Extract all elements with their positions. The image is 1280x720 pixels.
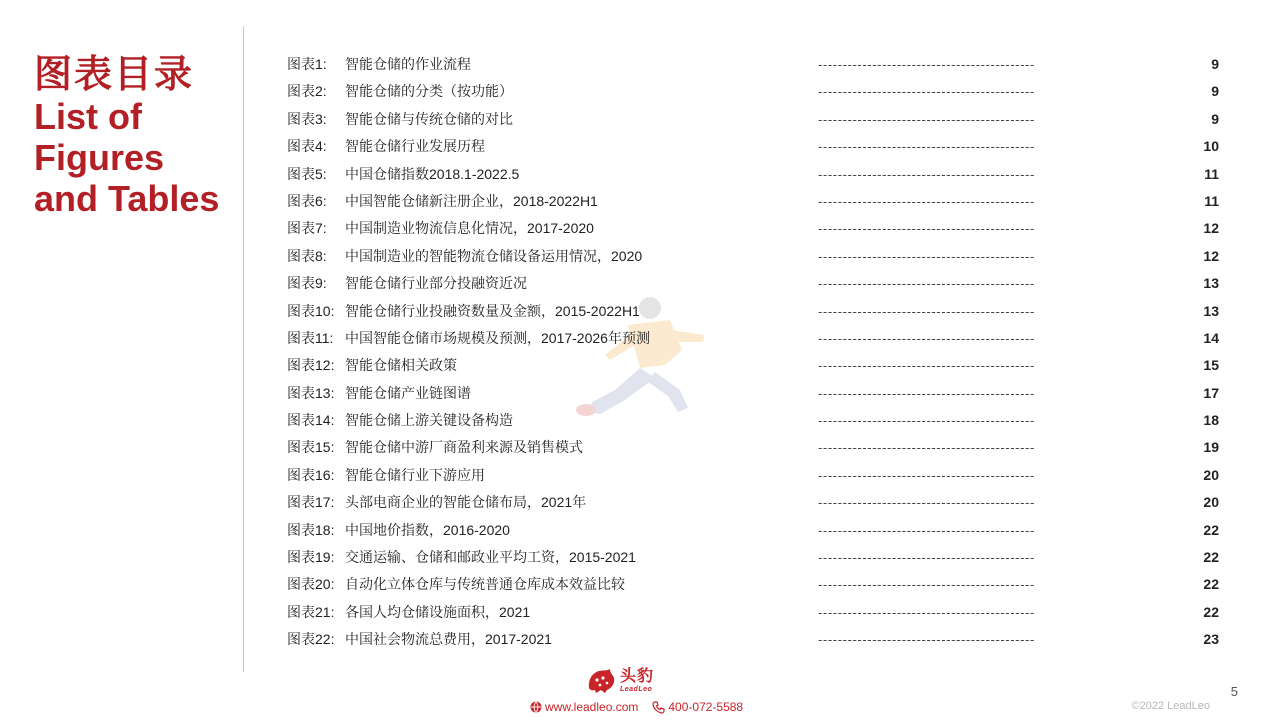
toc-item-number: 图表16:	[287, 466, 335, 483]
toc-item[interactable]	[287, 544, 1227, 571]
toc-leader: --------------------------------------------	[818, 632, 1035, 648]
toc-item[interactable]	[287, 298, 1227, 325]
toc-item[interactable]	[287, 188, 1227, 215]
phone-text: 400-072-5588	[668, 700, 744, 714]
toc-item-number: 图表22:	[287, 631, 335, 648]
toc-item[interactable]	[287, 352, 1227, 379]
toc-item-page: 20	[1203, 466, 1219, 483]
toc-item-number: 图表8:	[287, 247, 327, 264]
vertical-divider	[243, 26, 244, 672]
toc-item-page: 12	[1203, 220, 1219, 237]
toc-item-page: 9	[1211, 56, 1219, 72]
website-link[interactable]	[530, 700, 638, 714]
toc-item-number: 图表20:	[287, 576, 335, 593]
toc-item-page: 14	[1203, 329, 1219, 346]
toc-item-title: 智能仓储产业链图谱	[345, 384, 471, 401]
toc-item-page: 9	[1211, 110, 1219, 127]
toc-item[interactable]	[287, 462, 1227, 489]
toc-item[interactable]	[287, 161, 1227, 188]
toc-item-title: 智能仓储行业发展历程	[345, 138, 485, 155]
toc-item-title: 自动化立体仓库与传统普通仓库成本效益比较	[345, 576, 625, 593]
toc-item-page: 18	[1203, 412, 1219, 429]
toc-item-number: 图表5:	[287, 165, 327, 182]
toc-item[interactable]	[287, 571, 1227, 598]
toc-item-number: 图表14:	[287, 412, 335, 429]
toc-leader: --------------------------------------------	[818, 385, 1035, 401]
toc-item[interactable]	[287, 517, 1227, 544]
table-of-figures	[287, 51, 1227, 654]
toc-leader: --------------------------------------------	[818, 522, 1035, 538]
toc-leader: --------------------------------------------	[818, 193, 1035, 209]
toc-item-page: 13	[1203, 275, 1219, 292]
toc-item[interactable]	[287, 215, 1227, 242]
toc-item-number: 图表19:	[287, 549, 335, 566]
toc-item-title: 中国智能仓储市场规模及预测，2017-2026年预测	[345, 329, 650, 346]
toc-item[interactable]	[287, 325, 1227, 352]
toc-item-number: 图表21:	[287, 603, 335, 620]
toc-item[interactable]	[287, 243, 1227, 270]
toc-item-title: 中国社会物流总费用，2017-2021	[345, 631, 552, 648]
toc-item-page: 9	[1211, 83, 1219, 100]
toc-item-page: 20	[1203, 494, 1219, 511]
brand-logo	[586, 666, 654, 696]
toc-item-title: 各国人均仓储设施面积，2021	[345, 603, 531, 620]
toc-leader: --------------------------------------------	[818, 330, 1035, 346]
toc-item-title: 中国智能仓储新注册企业，2018-2022H1	[345, 192, 598, 209]
toc-item-title: 智能仓储行业下游应用	[345, 466, 485, 483]
toc-item-page: 22	[1203, 576, 1219, 593]
toc-item-number: 图表12:	[287, 357, 335, 374]
toc-item-number: 图表9:	[287, 275, 327, 292]
toc-item[interactable]	[287, 51, 1227, 78]
toc-item-number: 图表7:	[287, 220, 327, 237]
toc-item-page: 23	[1203, 631, 1219, 648]
toc-leader: --------------------------------------------	[818, 303, 1035, 319]
toc-item-number: 图表1:	[287, 56, 327, 72]
toc-item[interactable]	[287, 380, 1227, 407]
toc-item-title: 智能仓储相关政策	[345, 357, 457, 374]
page-number: 5	[1230, 684, 1238, 699]
phone-contact[interactable]	[652, 700, 743, 714]
toc-item-number: 图表15:	[287, 439, 335, 456]
toc-leader: --------------------------------------------	[818, 467, 1035, 483]
toc-item-number: 图表10:	[287, 302, 335, 319]
leopard-logo-icon	[586, 668, 616, 694]
toc-leader: --------------------------------------------	[818, 550, 1035, 566]
toc-item-title: 中国制造业的智能物流仓储设备运用情况，2020	[345, 247, 643, 264]
logo-name-zh: 头豹	[620, 668, 655, 685]
toc-item-title: 中国地价指数，2016-2020	[345, 521, 510, 538]
toc-leader: --------------------------------------------	[818, 139, 1035, 155]
toc-item[interactable]	[287, 78, 1227, 105]
toc-leader: --------------------------------------------	[818, 440, 1035, 456]
footer-contacts	[530, 699, 757, 715]
toc-leader: --------------------------------------------	[818, 248, 1035, 264]
logo-text	[620, 669, 654, 693]
toc-item-title: 智能仓储的分类（按功能）	[345, 83, 513, 100]
globe-icon	[530, 701, 542, 713]
toc-item-title: 智能仓储行业投融资数量及金额，2015-2022H1	[345, 302, 640, 319]
toc-leader: --------------------------------------------	[818, 358, 1035, 374]
toc-item-number: 图表11:	[287, 329, 334, 346]
toc-item[interactable]	[287, 626, 1227, 653]
toc-item-page: 19	[1203, 439, 1219, 456]
website-text: www.leadleo.com	[545, 700, 639, 714]
toc-item-number: 图表17:	[287, 494, 335, 511]
toc-item[interactable]	[287, 407, 1227, 434]
toc-item-title: 中国制造业物流信息化情况，2017-2020	[345, 220, 594, 237]
toc-item-number: 图表3:	[287, 110, 327, 127]
toc-item-title: 智能仓储的作业流程	[345, 56, 471, 72]
toc-item-page: 22	[1203, 549, 1219, 566]
toc-leader: --------------------------------------------	[818, 84, 1035, 100]
toc-item-page: 10	[1203, 138, 1219, 155]
toc-item-number: 图表6:	[287, 192, 327, 209]
toc-item-page: 17	[1203, 384, 1219, 401]
toc-item-title: 头部电商企业的智能仓储布局，2021年	[345, 494, 587, 511]
toc-leader: --------------------------------------------	[818, 111, 1035, 127]
copyright-notice: ©2022 LeadLeo	[1131, 700, 1210, 712]
toc-item-number: 图表2:	[287, 83, 327, 100]
toc-item-number: 图表4:	[287, 138, 327, 155]
logo-name-en: LeadLeo	[620, 686, 653, 693]
toc-leader: --------------------------------------------	[818, 495, 1035, 511]
toc-leader: --------------------------------------------	[818, 57, 1035, 72]
toc-item-number: 图表18:	[287, 521, 335, 538]
toc-item-title: 中国仓储指数2018.1-2022.5	[345, 165, 520, 182]
toc-item-page: 22	[1203, 603, 1219, 620]
toc-item-page: 22	[1203, 521, 1219, 538]
toc-leader: --------------------------------------------	[818, 221, 1035, 237]
toc-item-page: 11	[1204, 192, 1219, 209]
toc-leader: --------------------------------------------	[818, 604, 1035, 620]
toc-leader: --------------------------------------------	[818, 577, 1035, 593]
toc-item-title: 智能仓储与传统仓储的对比	[345, 110, 513, 127]
phone-icon	[652, 701, 665, 714]
heading-title-en: List of Figures and Tables	[34, 96, 220, 219]
toc-item-page: 15	[1203, 357, 1219, 374]
toc-item-page: 12	[1203, 247, 1219, 264]
toc-item[interactable]	[287, 133, 1227, 160]
toc-item-title: 智能仓储上游关键设备构造	[345, 412, 513, 429]
toc-heading	[34, 52, 234, 219]
toc-item-title: 交通运输、仓储和邮政业平均工资，2015-2021	[345, 549, 636, 566]
toc-item[interactable]	[287, 434, 1227, 461]
toc-item-page: 13	[1203, 302, 1219, 319]
toc-item[interactable]	[287, 489, 1227, 516]
toc-item[interactable]	[287, 270, 1227, 297]
toc-item-title: 智能仓储中游厂商盈利来源及销售模式	[345, 439, 583, 456]
toc-item-number: 图表13:	[287, 384, 335, 401]
heading-title-zh: 图表目录	[34, 54, 195, 96]
toc-leader: --------------------------------------------	[818, 166, 1035, 182]
toc-item[interactable]	[287, 106, 1227, 133]
toc-item-page: 11	[1204, 165, 1219, 182]
toc-leader: --------------------------------------------	[818, 413, 1035, 429]
toc-item[interactable]	[287, 599, 1227, 626]
toc-leader: --------------------------------------------	[818, 276, 1035, 292]
toc-item-title: 智能仓储行业部分投融资近况	[345, 275, 527, 292]
